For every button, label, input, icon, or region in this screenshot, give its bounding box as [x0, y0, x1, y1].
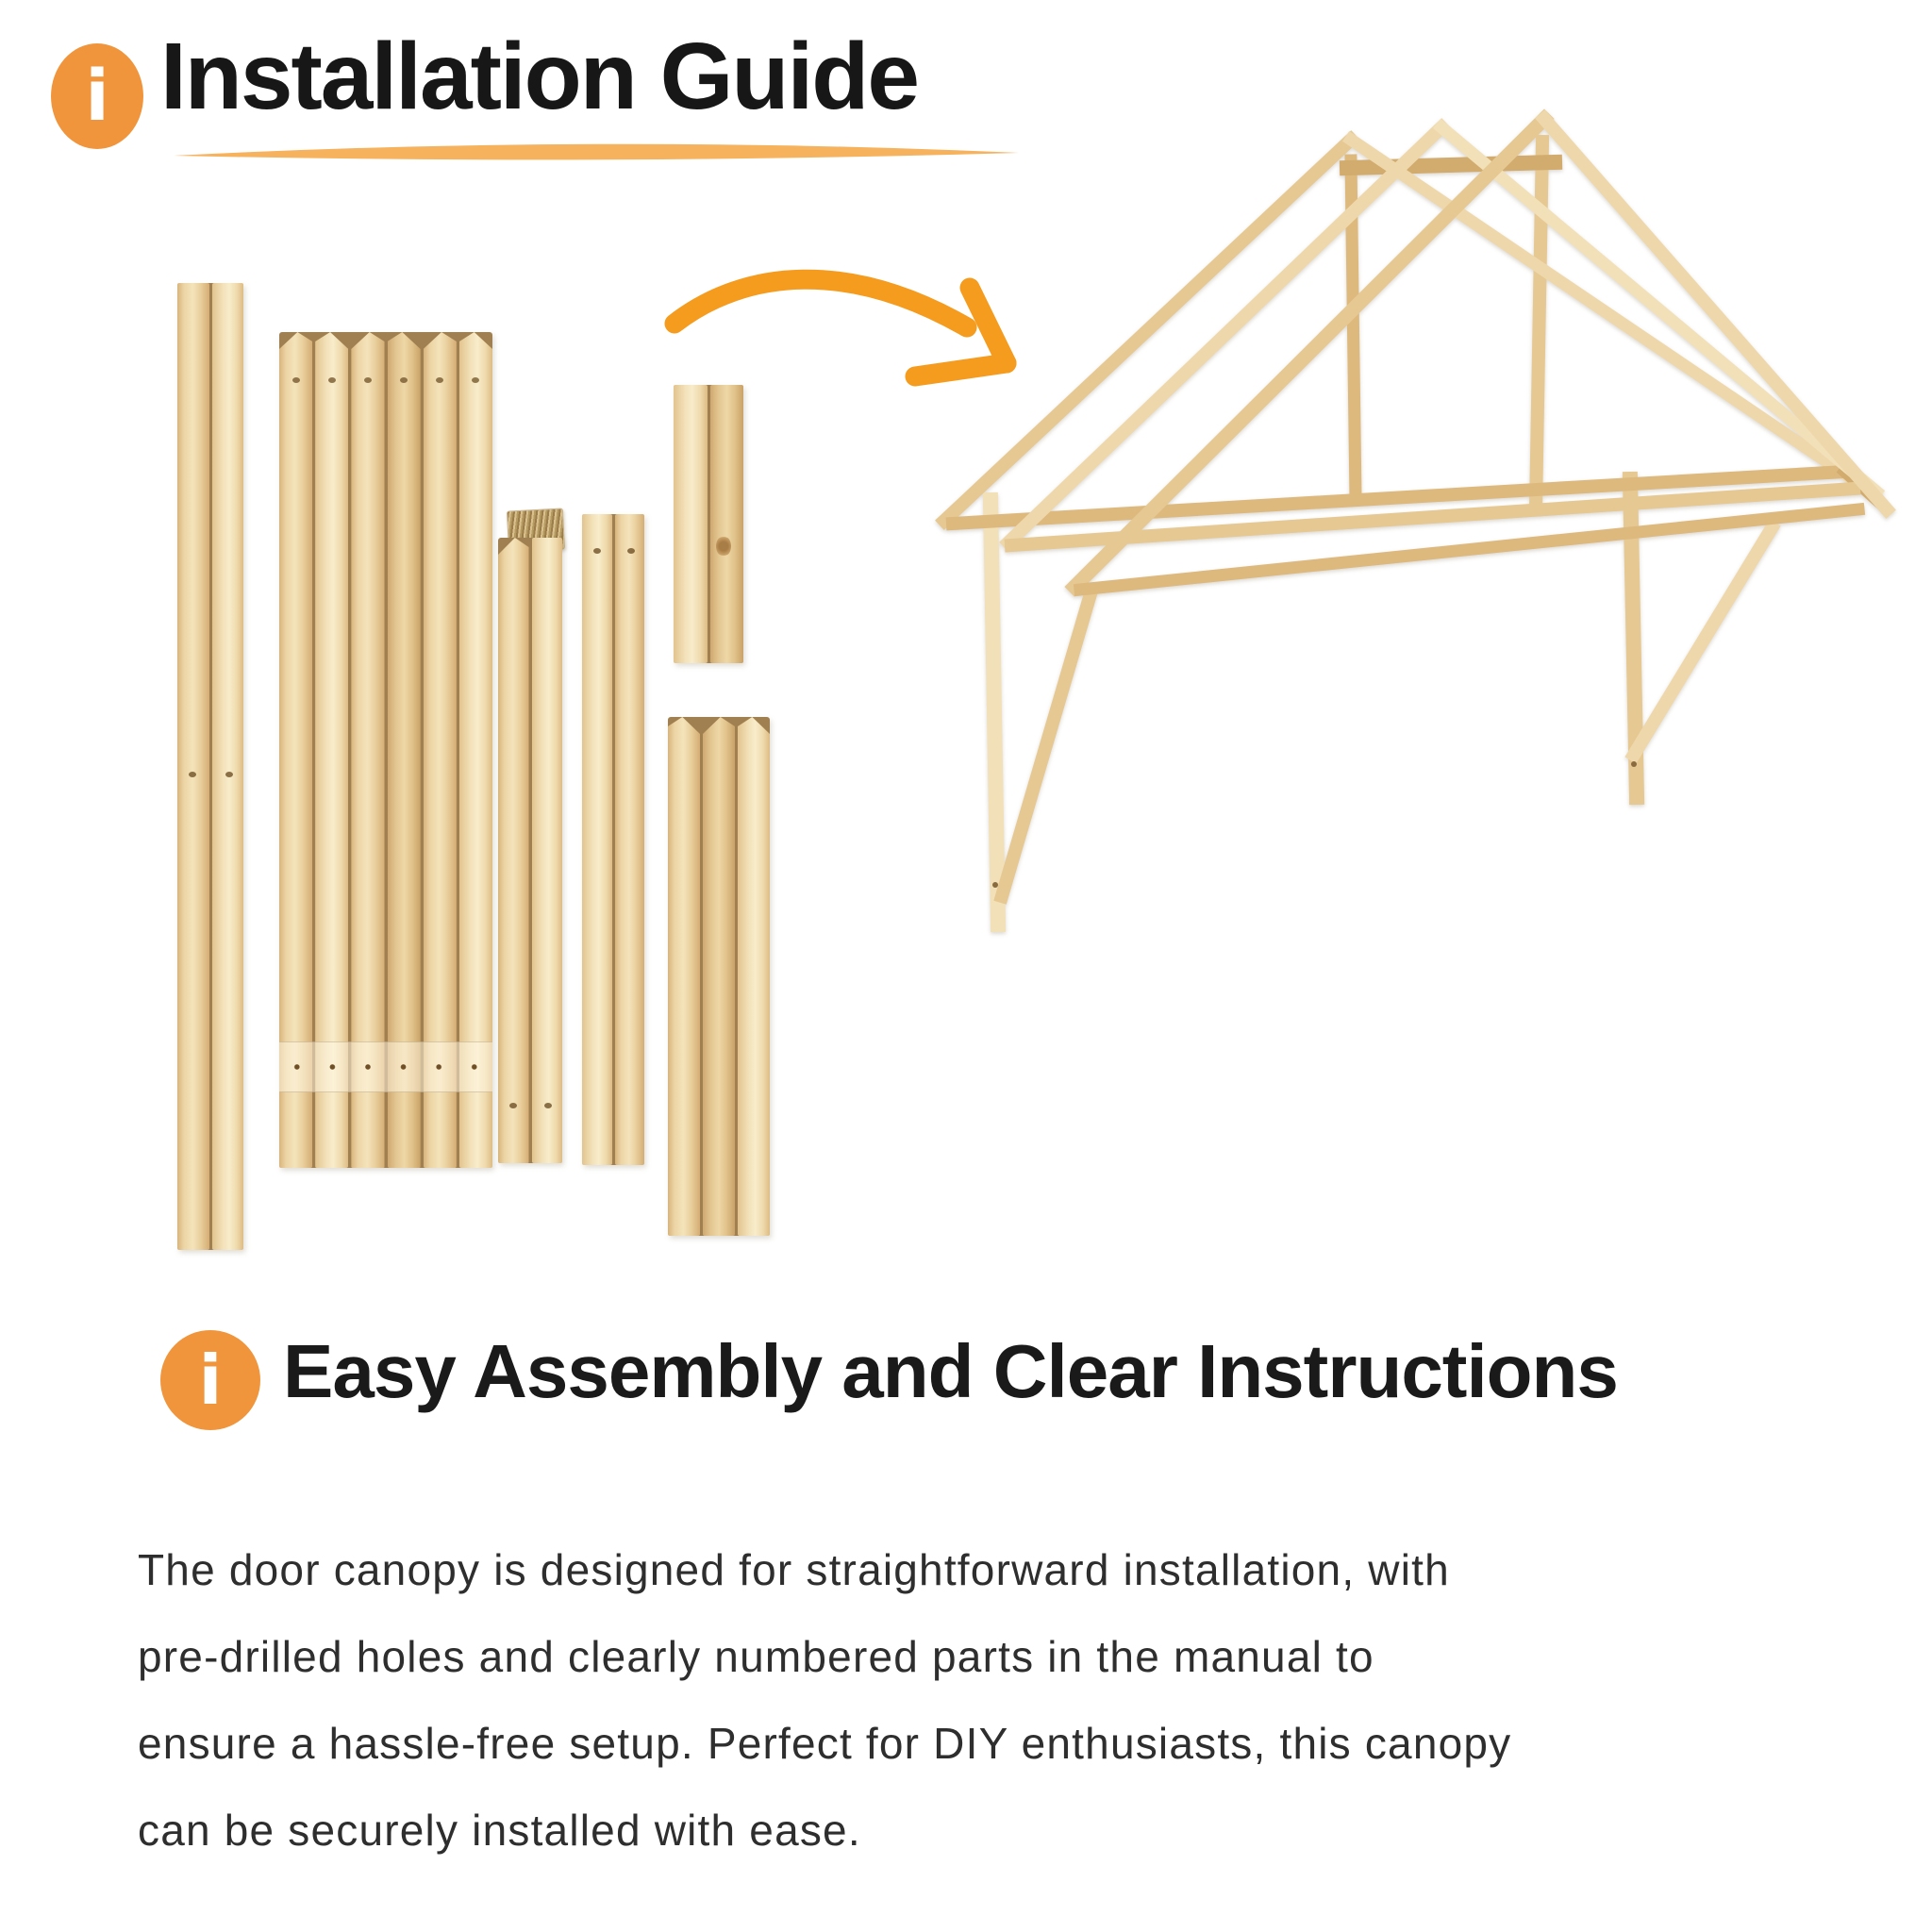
swoosh-underline-icon: [172, 140, 1021, 168]
plank: [703, 717, 735, 1236]
wood-part-plank-pair-a: [498, 538, 562, 1163]
assembled-canopy-illustration: [924, 104, 1924, 1047]
description-line: can be securely installed with ease.: [138, 1806, 861, 1855]
plank: [532, 538, 563, 1163]
wood-part-bundle-of-planks: [279, 332, 492, 1168]
plank: [615, 514, 645, 1165]
canopy-frame: [944, 119, 1887, 924]
wood-part-plank-trio: [668, 717, 770, 1236]
description-line: pre-drilled holes and clearly numbered parts in the manual to: [138, 1632, 1374, 1681]
plank: [738, 717, 770, 1236]
section-heading: Easy Assembly and Clear Instructions: [283, 1329, 1618, 1413]
info-icon: [51, 43, 143, 149]
page-title: Installation Guide: [160, 24, 918, 129]
wood-part-plank-pair-b: [582, 514, 644, 1165]
plank: [498, 538, 529, 1163]
plank: [177, 283, 209, 1250]
info-icon-glyph: i: [198, 1341, 223, 1420]
plank: [668, 717, 700, 1236]
plank: [674, 385, 708, 663]
wood-part-short-plank-pair: [674, 385, 743, 663]
plank: [710, 385, 744, 663]
plank: [212, 283, 244, 1250]
bundle-screw-band: [279, 1041, 492, 1092]
wood-part-tall-plank-pair: [177, 283, 243, 1250]
description-paragraph: [138, 1526, 1760, 1874]
description-line: ensure a hassle-free setup. Perfect for DIY enthusiasts, this canopy: [138, 1719, 1512, 1768]
info-icon: [160, 1330, 260, 1430]
plank: [582, 514, 612, 1165]
info-icon-glyph: i: [85, 56, 109, 137]
description-line: The door canopy is designed for straightforward installation, with: [138, 1545, 1450, 1594]
